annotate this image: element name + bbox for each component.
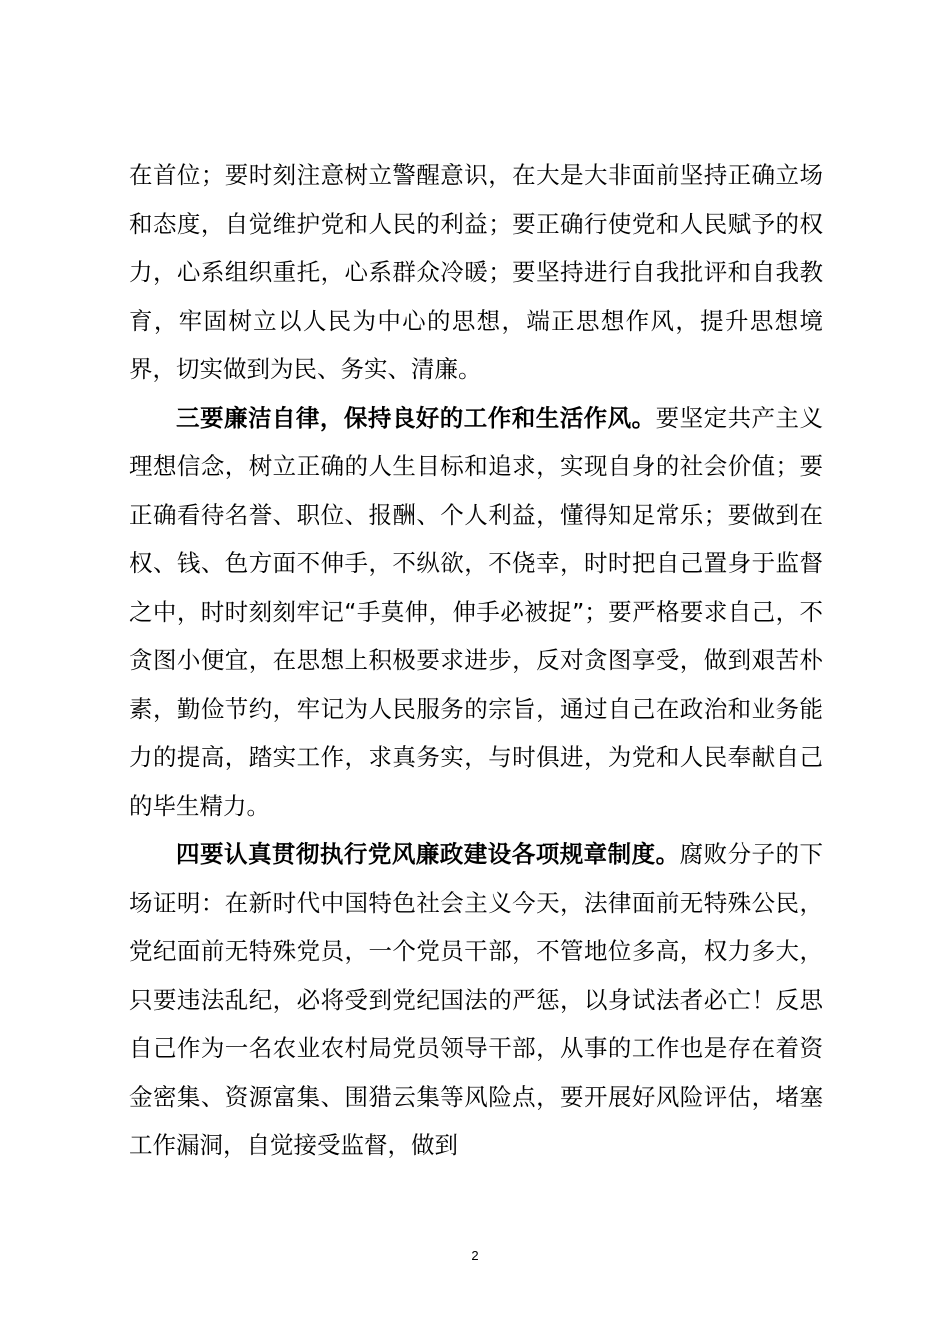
paragraph-continuation (129, 151, 823, 394)
paragraph-point-four (129, 830, 823, 1170)
document-body (129, 151, 823, 1170)
paragraph-text: 腐败分子的下场证明：在新时代中国特色社会主义今天，法律面前无特殊公民，党纪面前无特殊党员，一个党员干部，不管地位多高，权力多大，只要违法乱纪，必将受到党纪国法的严惩，以身试法者必亡！反思自己作为一名农业农村局党员领导干部，从事的工作也是存在着资金密集、资源富集、围猎云集等风险点，要开展好风险评估，堵塞工作漏洞，自觉接受监督，做到 (129, 840, 824, 1159)
paragraph-text: 在首位；要时刻注意树立警醒意识，在大是大非面前坚持正确立场和态度，自觉维护党和人民的利益；要正确行使党和人民赋予的权力，心系组织重托，心系群众冷暖；要坚持进行自我批评和自我教育，牢固树立以人民为中心的思想，端正思想作风，提升思想境界，切实做到为民、务实、清廉。 (129, 161, 823, 383)
paragraph-point-three (129, 394, 823, 831)
paragraph-heading-bold: 三要廉洁自律，保持良好的工作和生活作风。 (176, 403, 656, 432)
paragraph-heading-bold: 四要认真贯彻执行党风廉政建设各项规章制度。 (176, 840, 680, 868)
page-number: 2 (471, 1248, 479, 1263)
paragraph-text: 要坚定共产主义理想信念，树立正确的人生目标和追求，实现自身的社会价值；要正确看待名誉、职位、报酬、个人利益，懂得知足常乐；要做到在权、钱、色方面不伸手，不纵欲，不侥幸，时时把自己置身于监督之中，时时刻刻牢记“手莫伸，伸手必被捉”；要严格要求自己，不贪图小便宜，在思想上积极要求进步，反对贪图享受，做到艰苦朴素，勤俭节约，牢记为人民服务的宗旨，通过自己在政治和业务能力的提高，踏实工作，求真务实，与时俱进，为党和人民奉献自己的毕生精力。 (129, 403, 824, 820)
